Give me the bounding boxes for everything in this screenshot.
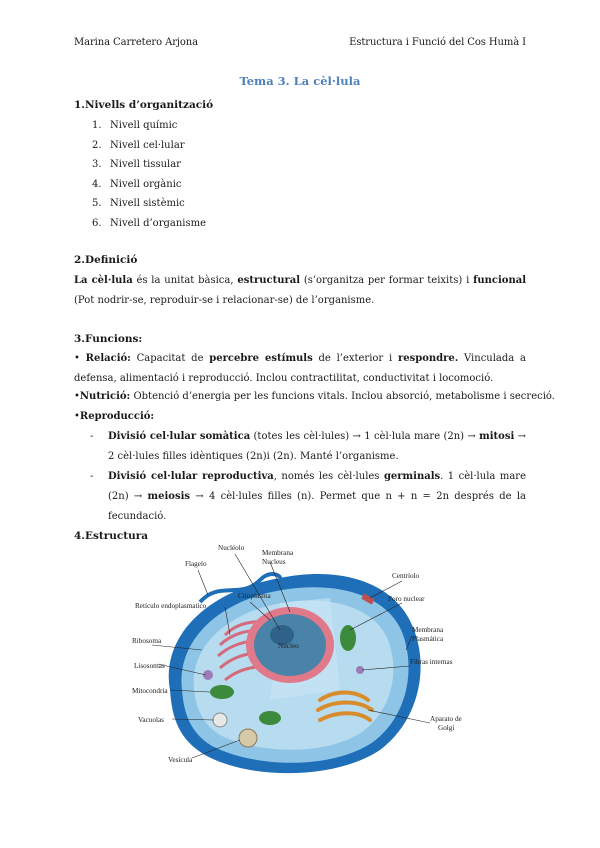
label-flagelo: Flagelo <box>185 560 207 568</box>
label-fibras: Fibras internas <box>410 658 453 666</box>
list-item: 3. Nivell tissular <box>92 159 181 170</box>
header-author: Marina Carretero Arjona <box>74 37 198 48</box>
section-heading-structure: 4.Estructura <box>74 530 149 542</box>
lysosome-shape <box>203 670 213 680</box>
section-heading-definition: 2.Definició <box>74 254 138 266</box>
somatic-division-item: - Divisió cel·lular somàtica (totes les cèl·lules) → 1 cèl·lula mare (2n) → mitosi → 2 cèl·lules filles idèntiques (2n)i (2n). Manté l’organisme. <box>90 431 527 462</box>
animal-cell-diagram <box>130 540 480 780</box>
label-nucleolo: Nucléolo <box>218 544 245 552</box>
label-mitocondria: Mitocondria <box>132 687 168 695</box>
header-course: Estructura i Funció del Cos Humà I <box>349 37 526 48</box>
mitochondria-shape-2 <box>340 625 356 651</box>
label-poro-nuclear: Poro nuclear <box>388 595 425 603</box>
label-reticulo: Retículo endoplasmatico <box>135 602 207 610</box>
label-vacuolas: Vacuolas <box>138 716 164 724</box>
label-membrana-nucleo-2: Nucleus <box>262 558 286 566</box>
label-aparato-2: Golgi <box>438 724 455 732</box>
label-lisosomas: Lisosomas <box>134 662 165 670</box>
label-membrana-plasmatica-1: Membrana <box>412 626 444 634</box>
mitochondria-shape <box>210 685 234 699</box>
function-relation: • Relació: Capacitat de percebre estímuls de l’exterior i respondre. Vinculada a defensa, alimentació i reproducció. Inclou contractilitat, conductivitat i locomoció. <box>74 353 526 384</box>
list-item: 1. Nivell químic <box>92 120 178 131</box>
label-centriolo: Centríolo <box>392 572 420 580</box>
organization-levels-list <box>92 120 206 237</box>
list-item: 2. Nivell cel·lular <box>92 139 185 151</box>
label-membrana-plasmatica-2: Plasmática <box>412 635 444 643</box>
section-heading-functions: 3.Funcions: <box>74 333 143 345</box>
label-ribosoma: Ribosoma <box>132 637 162 645</box>
list-item: 4. Nivell orgànic <box>92 178 182 190</box>
label-citoplasma: Citoplasma <box>238 592 271 600</box>
reproductive-division-item: - Divisió cel·lular reproductiva, només les cèl·lules germinals. 1 cèl·lula mare (2n) → meiosis → 4 cèl·lules filles (n). Permet que n + n = 2n després de la fecundació. <box>90 471 526 522</box>
label-nucleo: Núcleo <box>278 642 299 650</box>
label-vesicula: Vesícula <box>168 756 193 764</box>
mitochondria-shape-3 <box>259 711 281 725</box>
function-nutrition: •Nutrició: Obtenció d’energia per les funcions vitals. Inclou absorció, metabolisme i secreció. <box>74 391 555 402</box>
page-title: Tema 3. La cèl·lula <box>239 74 361 88</box>
vesicle-shape <box>239 729 257 747</box>
section-heading-levels: 1.Nivells d’organització <box>74 99 214 111</box>
list-item: 5. Nivell sistèmic <box>92 198 185 209</box>
list-item: 6. Nivell d’organisme <box>92 217 207 229</box>
vacuole-shape <box>213 713 227 727</box>
label-aparato-1: Aparato de <box>430 715 462 723</box>
definition-paragraph: La cèl·lula és la unitat bàsica, estructural (s’organitza per formar teixits) i funcional (Pot nodrir-se, reproduir-se i relacionar-se) de l’organisme. <box>74 275 527 306</box>
label-membrana-nucleo-1: Membrana <box>262 549 294 557</box>
function-reproduction: •Reproducció: <box>74 411 155 422</box>
